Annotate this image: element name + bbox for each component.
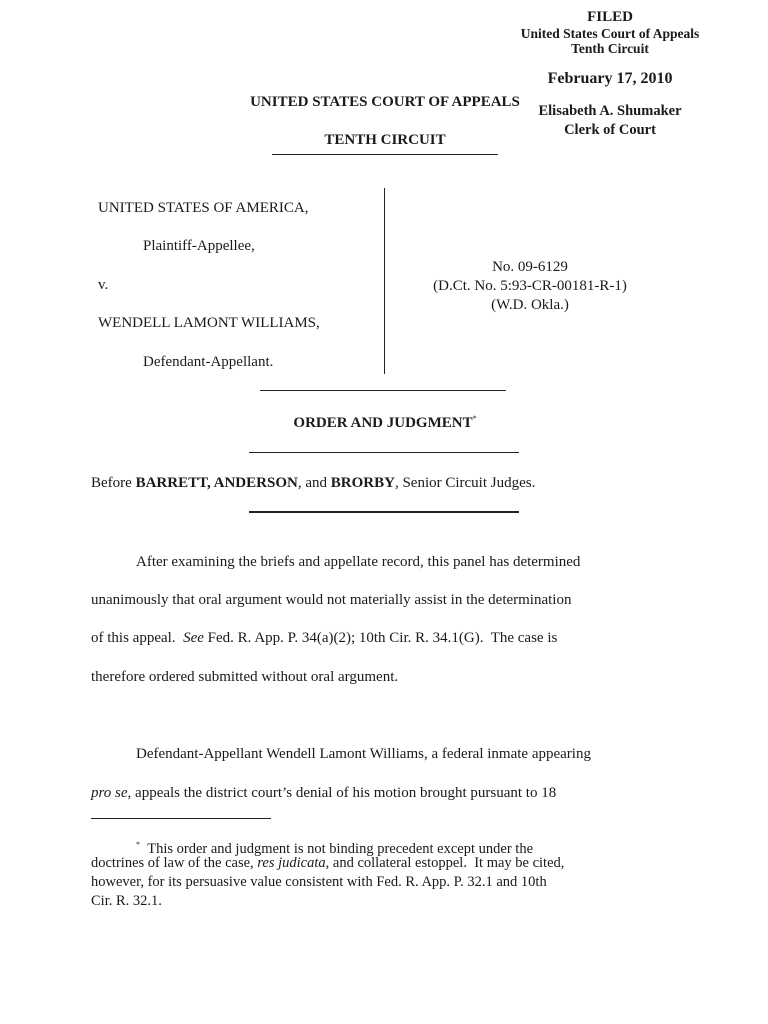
body-text: of this appeal. bbox=[91, 630, 184, 646]
plaintiff-role: Plaintiff-Appellee, bbox=[143, 238, 255, 254]
caption-divider bbox=[384, 188, 385, 374]
footnote-line: however, for its persuasive value consistent with Fed. R. App. P. 32.1 and 10th bbox=[91, 874, 547, 890]
panel-line bbox=[91, 473, 535, 493]
body-text: Fed. R. App. P. 34(a)(2); 10th Cir. R. 34.1(G). The case is bbox=[203, 630, 558, 646]
panel-judges-1: BARRETT, ANDERSON bbox=[135, 475, 298, 491]
case-number: No. 09-6129 bbox=[492, 259, 568, 275]
case-info bbox=[400, 258, 660, 315]
body-text: , appeals the district court’s denial of his motion brought pursuant to 18 bbox=[127, 785, 557, 801]
clerk-title: Clerk of Court bbox=[564, 122, 656, 138]
footnote-line bbox=[91, 854, 564, 873]
circuit-heading: TENTH CIRCUIT bbox=[324, 132, 446, 148]
panel-divider bbox=[249, 511, 519, 513]
title-footnote-mark: * bbox=[472, 414, 477, 423]
footnote-divider bbox=[91, 818, 271, 819]
filed-date: February 17, 2010 bbox=[547, 70, 673, 87]
district-case-number: (D.Ct. No. 5:93-CR-00181-R-1) bbox=[433, 278, 627, 294]
citation-signal: See bbox=[183, 630, 204, 646]
defendant-name: WENDELL LAMONT WILLIAMS, bbox=[98, 315, 320, 331]
district-court: (W.D. Okla.) bbox=[491, 297, 569, 313]
body-line: therefore ordered submitted without oral argument. bbox=[91, 669, 399, 685]
body-line: Defendant-Appellant Wendell Lamont Williams, a federal inmate appearing bbox=[136, 746, 591, 762]
panel-joiner: , and bbox=[297, 475, 327, 491]
filed-label: FILED bbox=[587, 9, 633, 25]
body-line: unanimously that oral argument would not materially assist in the determination bbox=[91, 592, 572, 608]
title-divider bbox=[249, 452, 519, 453]
pro-se-term: pro se bbox=[91, 785, 128, 801]
filed-court-name: United States Court of Appeals bbox=[520, 26, 700, 41]
panel-judges-2: BRORBY bbox=[330, 475, 395, 491]
clerk-name: Elisabeth A. Shumaker bbox=[538, 103, 682, 119]
filed-stamp bbox=[490, 8, 730, 56]
footnote-line: Cir. R. 32.1. bbox=[91, 893, 162, 909]
plaintiff-name: UNITED STATES OF AMERICA, bbox=[98, 200, 309, 216]
body-line bbox=[91, 628, 557, 648]
res-judicata-term: res judicata bbox=[257, 855, 326, 871]
caption-divider-rule bbox=[260, 390, 506, 391]
body-line: After examining the briefs and appellate record, this panel has determined bbox=[136, 554, 581, 570]
body-line bbox=[91, 783, 556, 803]
filed-circuit-name: Tenth Circuit bbox=[571, 41, 649, 56]
footnote-text: doctrines of law of the case, bbox=[91, 855, 258, 871]
panel-suffix: , Senior Circuit Judges. bbox=[394, 475, 536, 491]
document-title bbox=[200, 414, 570, 432]
heading-divider bbox=[272, 154, 498, 155]
defendant-role: Defendant-Appellant. bbox=[143, 354, 274, 370]
footnote-text: This order and judgment is not binding precedent except under the bbox=[147, 840, 534, 857]
footnote-mark: * bbox=[136, 840, 140, 849]
panel-before: Before bbox=[91, 475, 132, 491]
versus-label: v. bbox=[98, 277, 109, 293]
court-heading: UNITED STATES COURT OF APPEALS bbox=[250, 94, 520, 110]
document-title-text: ORDER AND JUDGMENT bbox=[293, 415, 473, 431]
footnote-text: , and collateral estoppel. It may be cited, bbox=[325, 855, 565, 871]
